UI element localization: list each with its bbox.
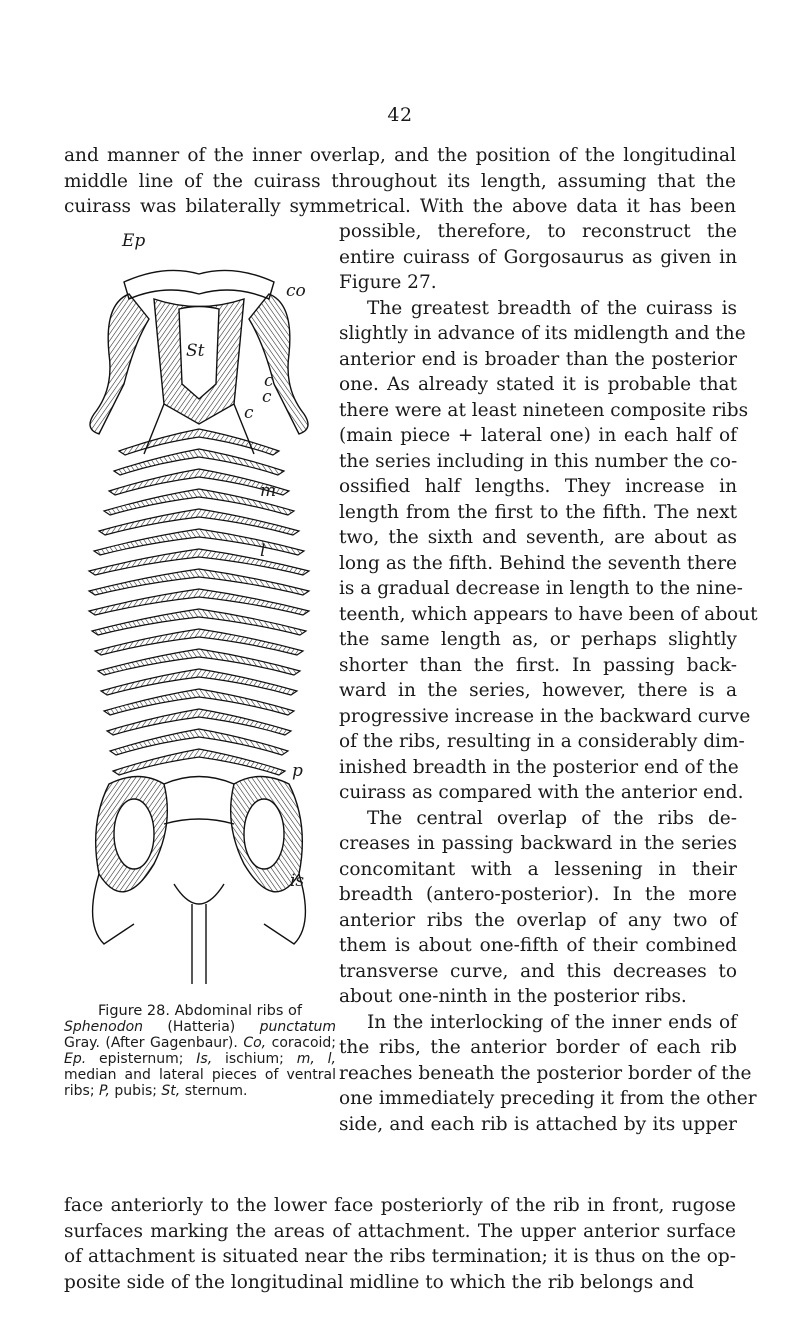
label-c3: c [244, 403, 254, 423]
caption-text: Gray. (After Gagenbaur). [64, 1035, 238, 1051]
text-line: the same length as, or perhaps slightly [339, 629, 737, 650]
caption-text: pubis; [114, 1083, 157, 1099]
text-line: (main piece + lateral one) in each half of [339, 425, 737, 446]
text-line: the ribs, the anterior border of each rib [339, 1037, 737, 1058]
pelvic-girdle [93, 777, 306, 985]
text-line: progressive increase in the backward curve [339, 705, 751, 727]
caption-abbrev: P, [99, 1083, 110, 1099]
text-line: concomitant with a lessening in their [339, 858, 737, 880]
label-st: St [186, 341, 205, 361]
top-paragraph [64, 143, 736, 220]
label-l: l [260, 541, 266, 561]
text-line: middle line of the cuirass throughout its length, assuming that the [64, 170, 736, 192]
text-line: ossified half lengths. They increase in [339, 476, 737, 497]
text-line: of attachment is situated near the ribs termination; it is thus on the op- [64, 1246, 736, 1267]
caption-genus-note: (Hatteria) [167, 1019, 236, 1035]
text-line: one. As already stated it is probable that [339, 374, 737, 395]
text-line: The greatest breadth of the cuirass is [367, 297, 737, 319]
caption-epithet: punctatum [259, 1019, 337, 1035]
text-line: them is about one-fifth of their combined [339, 935, 737, 956]
caption-abbrev: Co, [243, 1035, 267, 1051]
text-line: The central overlap of the ribs de- [367, 807, 737, 829]
text-line: inished breadth in the posterior end of the [339, 756, 739, 778]
text-line: of the ribs, resulting in a considerably dim- [339, 731, 745, 752]
right-column-text [339, 219, 758, 1137]
text-line: Figure 27. [339, 272, 437, 293]
text-line: In the interlocking of the inner ends of [367, 1011, 737, 1033]
text-line: teenth, which appears to have been of about [339, 603, 758, 625]
figure-caption [64, 1003, 336, 1099]
page-number: 42 [387, 104, 413, 126]
text-line: length from the first to the fifth. The next [339, 501, 737, 523]
ribs-illustration [64, 224, 334, 994]
caption-text: episternum; [99, 1051, 184, 1067]
text-line: anterior end is broader than the posterior [339, 348, 737, 370]
bottom-paragraph [64, 1193, 736, 1295]
caption-abbrev: m, l, [296, 1051, 336, 1067]
text-line: surfaces marking the areas of attachment. The upper anterior surface [64, 1220, 736, 1242]
text-line: and manner of the inner overlap, and the position of the longitudinal [64, 145, 736, 166]
text-line: entire cuirass of Gorgosaurus as given in [339, 246, 737, 268]
label-p: p [292, 761, 303, 781]
text-line: breadth (antero-posterior). In the more [339, 884, 737, 905]
text-line: anterior ribs the overlap of any two of [339, 909, 737, 931]
text-line: cuirass was bilaterally symmetrical. With the above data it has been [64, 196, 736, 217]
text-line: face anteriorly to the lower face posteriorly of the rib in front, rugose [64, 1195, 736, 1216]
text-line: shorter than the first. In passing back- [339, 654, 737, 676]
label-m: m [260, 481, 277, 501]
caption-species: Sphenodon [64, 1019, 144, 1035]
text-line: side, and each rib is attached by its upper [339, 1113, 737, 1135]
caption-abbrev: Is, [196, 1051, 213, 1067]
text-line: long as the fifth. Behind the seventh there [339, 552, 737, 574]
text-line: creases in passing backward in the series [339, 833, 737, 854]
text-line: there were at least nineteen composite ribs [339, 399, 749, 421]
text-line: possible, therefore, to reconstruct the [339, 221, 737, 242]
text-line: posite side of the longitudinal midline to which the rib belongs and [64, 1271, 694, 1293]
text-line: two, the sixth and seventh, are about as [339, 527, 737, 548]
label-is: is [290, 871, 305, 891]
caption-text: coracoid; [271, 1035, 337, 1051]
figure-abdominal-ribs [64, 224, 334, 994]
label-co: co [286, 281, 306, 301]
text-line: ward in the series, however, there is a [339, 680, 737, 701]
caption-text: median and lateral pieces of ventral ribs; [64, 1067, 336, 1099]
caption-title: Figure 28. Abdominal ribs of [98, 1003, 302, 1019]
text-line: slightly in advance of its midlength and the [339, 323, 746, 344]
text-line: transverse curve, and this decreases to [339, 960, 737, 982]
text-line: the series including in this number the co- [339, 450, 738, 472]
caption-abbrev: St, [161, 1083, 181, 1099]
caption-abbrev: Ep. [64, 1051, 87, 1067]
label-c2: c [262, 387, 272, 407]
rib [113, 749, 285, 775]
text-line: cuirass as compared with the anterior end. [339, 782, 744, 803]
caption-text: sternum. [184, 1083, 248, 1099]
label-c1: c [264, 371, 274, 391]
pectoral-girdle [90, 270, 308, 454]
label-ep: Ep [122, 231, 146, 251]
text-line: one immediately preceding it from the other [339, 1088, 757, 1109]
caption-text: ischium; [225, 1051, 284, 1067]
text-line: about one-ninth in the posterior ribs. [339, 986, 687, 1007]
text-line: reaches beneath the posterior border of the [339, 1062, 752, 1084]
text-line: is a gradual decrease in length to the nine- [339, 578, 743, 599]
